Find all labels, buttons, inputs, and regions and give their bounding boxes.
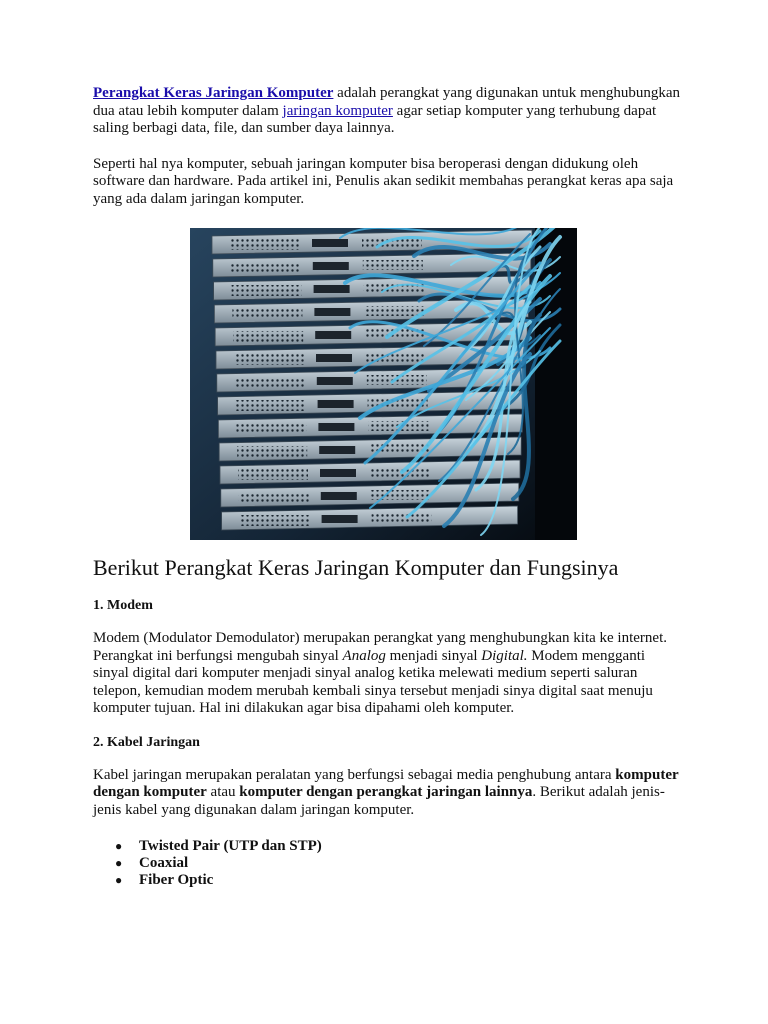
list-item-label: Twisted Pair (UTP dan STP) (139, 838, 322, 854)
modem-text-a: Modem (Modulator Demodulator) merupakan perangkat yang menghubungkan kita ke internet. Perangkat ini berfungsi mengubah sinyal (93, 630, 667, 664)
list-item (93, 855, 768, 872)
server-rack-illustration (190, 228, 577, 540)
link-perangkat-keras[interactable]: Perangkat Keras Jaringan Komputer (93, 85, 334, 101)
kabel-text-b: atau (206, 784, 240, 800)
modem-text-c: Modem mengganti sinyal digital dari komputer menjadi sinyal analog ketika melewati medium seperti saluran telepon, kemudian modem merubah kembali sinya tersebut menjadi sinya digital saat menuju komputer tujuan. Hal ini dilakukan agar bisa dipahami oleh komputer. (93, 647, 653, 716)
kabel-paragraph (93, 767, 683, 820)
intro-text-1: adalah perangkat yang digunakan untuk menghubungkan dua atau lebih komputer dalam (93, 85, 680, 119)
paragraph-2: Seperti hal nya komputer, sebuah jaringan komputer bisa beroperasi dengan didukung oleh software dan hardware. Pada artikel ini, Penulis akan sedikit membahas perangkat keras apa saja yang ada dalam jaringan komputer. (93, 155, 674, 207)
section-heading: Berikut Perangkat Keras Jaringan Komputer dan Fungsinya (93, 555, 619, 580)
kabel-text-a: Kabel jaringan merupakan peralatan yang berfungsi sebagai media penghubung antara (93, 766, 616, 783)
link-jaringan-komputer[interactable]: jaringan komputer (282, 102, 393, 119)
kabel-bold-1: komputer dengan komputer (93, 766, 679, 800)
modem-paragraph (93, 630, 683, 718)
kabel-bold-2: komputer dengan perangkat jaringan lainnya (239, 784, 533, 800)
modem-em-digital: Digital. (481, 647, 528, 664)
server-rack-photo (190, 228, 577, 540)
kabel-text-c: . Berikut adalah jenis-jenis kabel yang digunakan dalam jaringan komputer. (93, 784, 665, 818)
intro-text-2: agar setiap komputer yang terhubung dapat saling berbagi data, file, dan sumber daya lainnya. (93, 102, 657, 136)
list-item (93, 838, 768, 855)
list-item-label: Coaxial (139, 855, 189, 871)
list-item-label: Fiber Optic (139, 872, 214, 888)
subheading-kabel: 2. Kabel Jaringan (93, 734, 200, 750)
bullet-dot-icon: ● (115, 839, 123, 853)
modem-text-b: menjadi sinyal (385, 647, 482, 664)
cable-types-list (93, 838, 768, 889)
list-item (93, 872, 768, 889)
bullet-dot-icon: ● (115, 856, 123, 870)
bullet-dot-icon: ● (115, 873, 123, 887)
subheading-modem: 1. Modem (93, 598, 153, 613)
modem-em-analog: Analog (342, 647, 386, 664)
intro-paragraph (93, 85, 683, 138)
